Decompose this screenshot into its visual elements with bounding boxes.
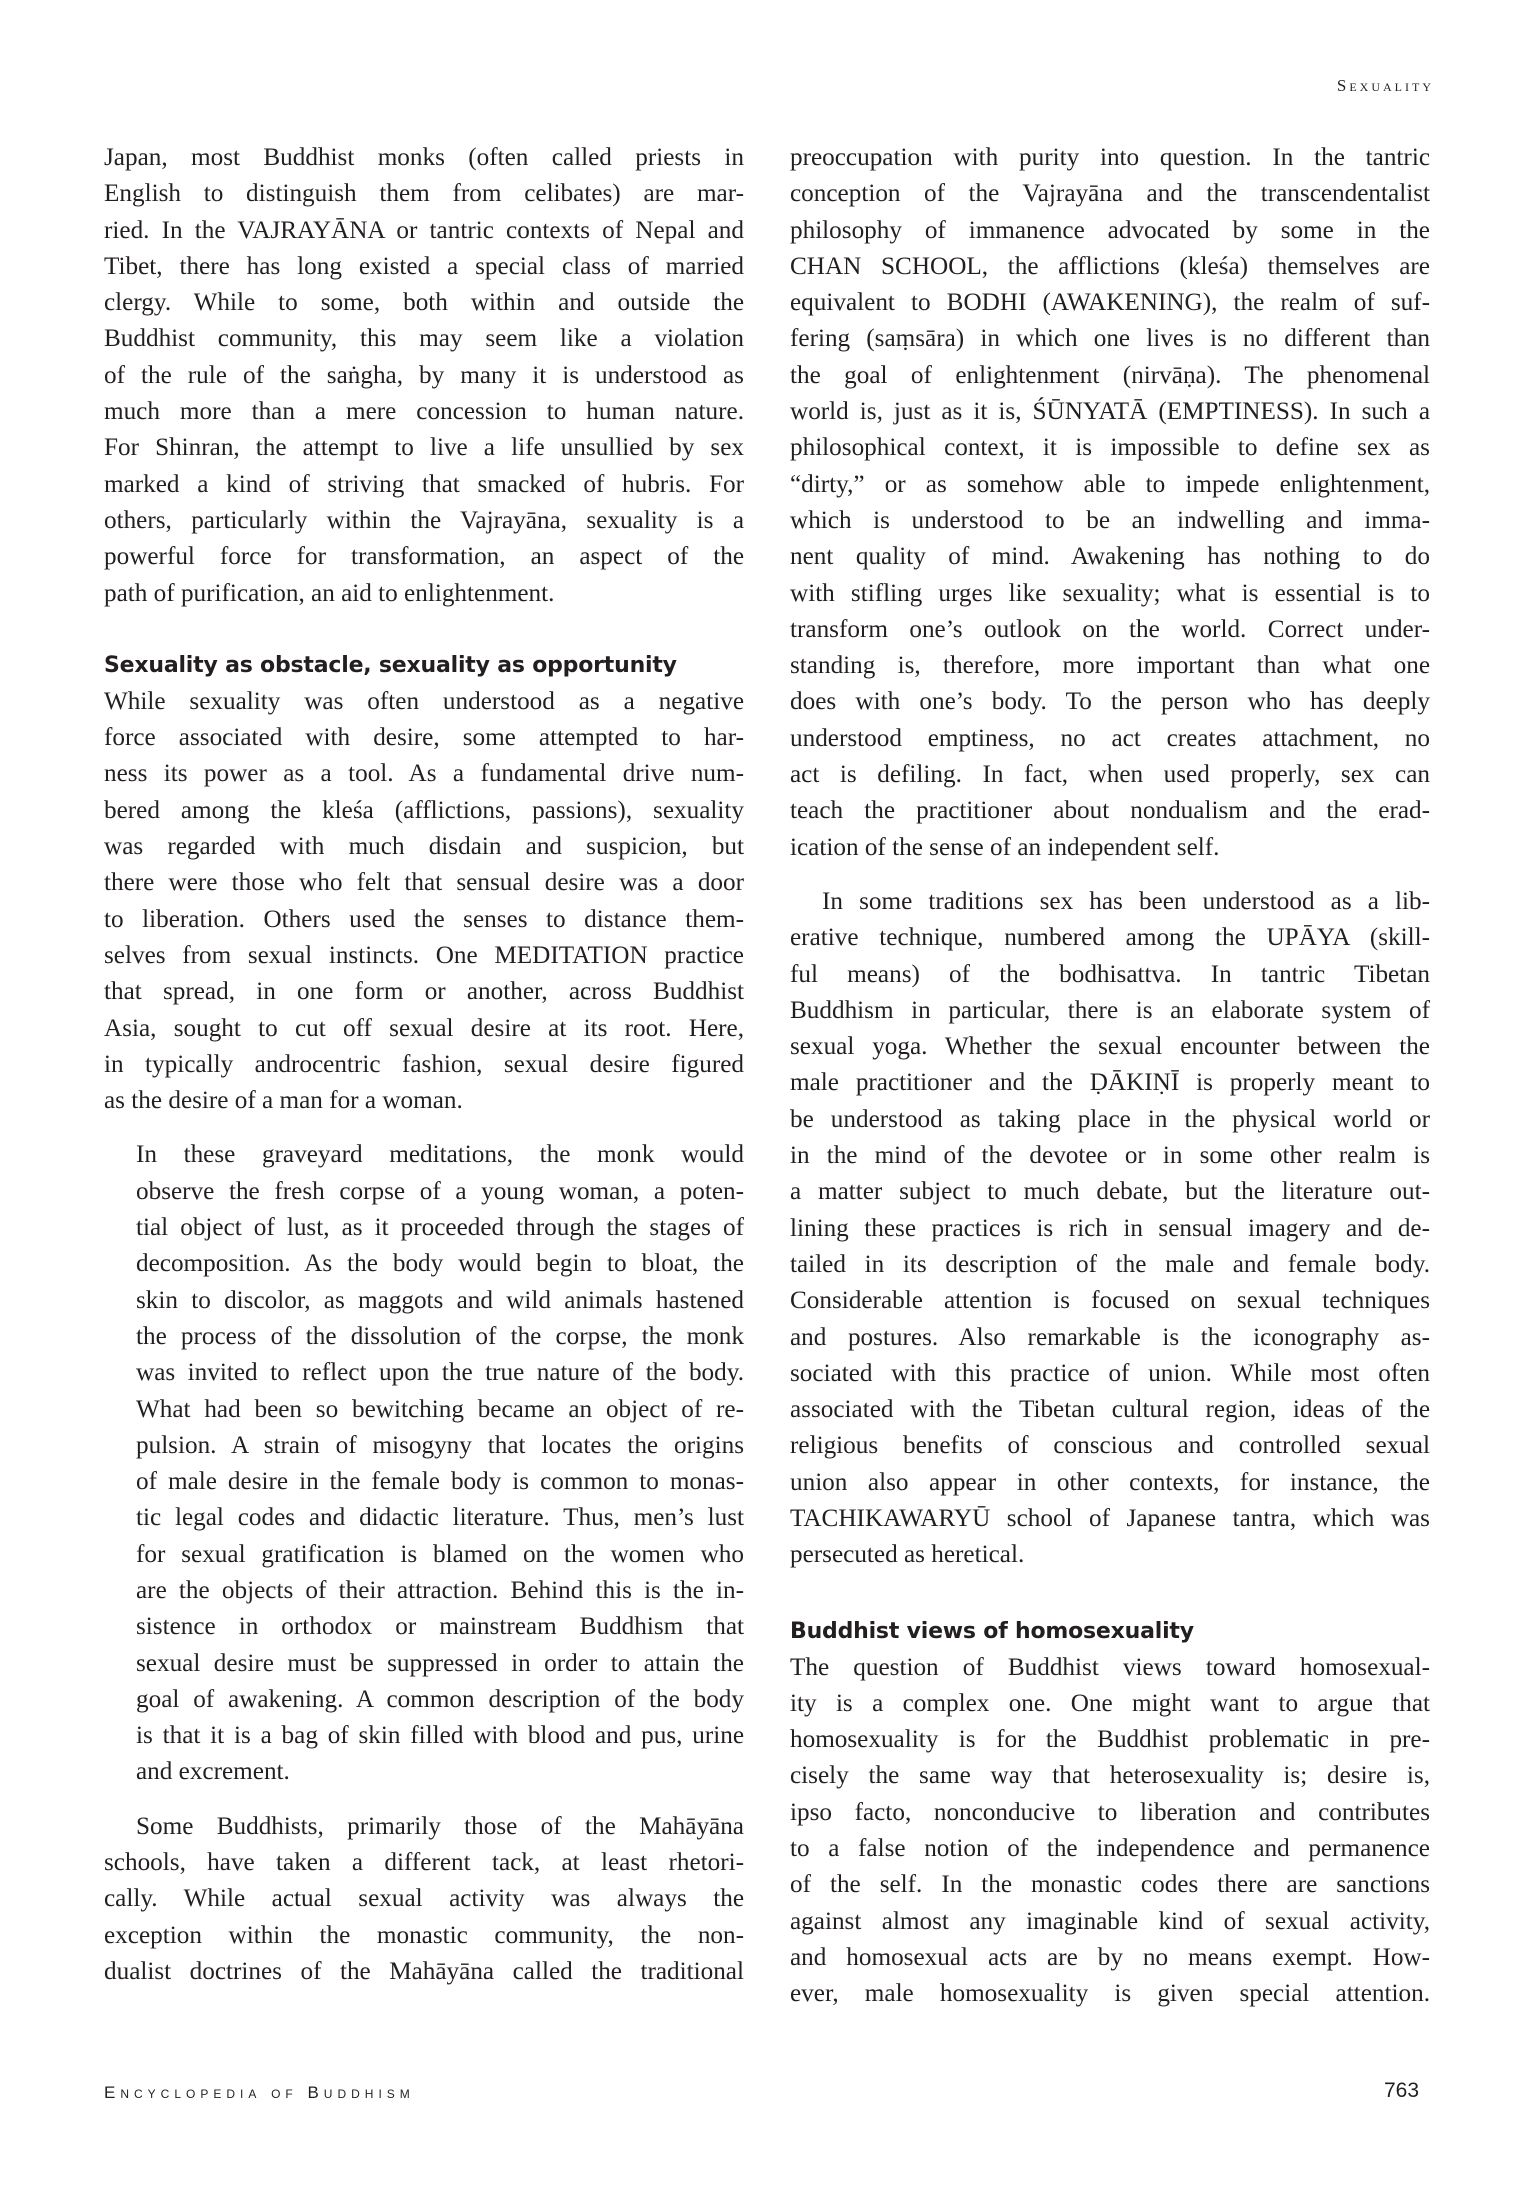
text-line: against almost any imaginable kind of sexual activity, bbox=[790, 1907, 1430, 1935]
text-line: Buddhism in particular, there is an elaborate system of bbox=[790, 996, 1430, 1024]
text-line: While sexuality was often understood as a negative bbox=[104, 687, 744, 715]
text-line: understood emptiness, no act creates attachment, no bbox=[790, 724, 1430, 752]
text-line: ful means) of the bodhisattva. In tantric Tibetan bbox=[790, 960, 1430, 988]
text-line: was invited to reflect upon the true nature of the body. bbox=[136, 1359, 744, 1387]
text-line: “dirty,” or as somehow able to impede enlightenment, bbox=[790, 470, 1430, 498]
text-line: sociated with this practice of union. While most often bbox=[790, 1359, 1430, 1387]
text-line: CHAN SCHOOL, the afflictions (kleśa) themselves are bbox=[790, 252, 1430, 280]
paragraph bbox=[790, 1650, 1430, 2013]
text-line: cisely the same way that heterosexuality is; desire is, bbox=[790, 1762, 1430, 1790]
text-line: dualist doctrines of the Mahāyāna called the traditional bbox=[104, 1957, 744, 1985]
text-line: ness its power as a tool. As a fundamental drive num- bbox=[104, 760, 744, 788]
paragraph bbox=[104, 140, 744, 612]
text-line: world is, just as it is, ŚŪNYATĀ (EMPTINESS). In such a bbox=[790, 398, 1430, 426]
text-line: fering (saṃsāra) in which one lives is no different than bbox=[790, 325, 1430, 353]
text-line: ried. In the VAJRAYĀNA or tantric contexts of Nepal and bbox=[104, 216, 744, 244]
text-line: associated with the Tibetan cultural region, ideas of the bbox=[790, 1396, 1430, 1424]
page-number: 763 bbox=[1384, 2079, 1420, 2102]
text-line: philosophy of immanence advocated by some in the bbox=[790, 216, 1430, 244]
text-line: persecuted as heretical. bbox=[790, 1541, 1025, 1569]
text-line: For Shinran, the attempt to live a life unsullied by sex bbox=[104, 434, 744, 462]
text-line: to a false notion of the independence and permanence bbox=[790, 1835, 1430, 1863]
text-line: sistence in orthodox or mainstream Buddhism that bbox=[136, 1613, 744, 1641]
text-line: Tibet, there has long existed a special class of married bbox=[104, 252, 744, 280]
text-line: In some traditions sex has been understood as a lib- bbox=[822, 887, 1430, 915]
left-column bbox=[104, 140, 744, 1990]
text-line: to liberation. Others used the senses to distance them- bbox=[104, 905, 744, 933]
text-line: TACHIKAWARYŪ school of Japanese tantra, which was bbox=[790, 1504, 1430, 1532]
text-line: erative technique, numbered among the UPĀYA (skill- bbox=[790, 924, 1430, 952]
text-line: and homosexual acts are by no means exempt. How- bbox=[790, 1943, 1430, 1971]
text-line: Some Buddhists, primarily those of the Mahāyāna bbox=[136, 1812, 744, 1840]
text-line: schools, have taken a different tack, at least rhetori- bbox=[104, 1849, 744, 1877]
text-line: act is defiling. In fact, when used properly, sex can bbox=[790, 761, 1430, 789]
text-line: ever, male homosexuality is given special attention. bbox=[790, 1980, 1430, 2008]
paragraph bbox=[790, 884, 1430, 1574]
text-line: are the objects of their attraction. Behind this is the in- bbox=[136, 1576, 744, 1604]
text-line: preoccupation with purity into question. In the tantric bbox=[790, 144, 1430, 171]
text-line: male practitioner and the ḌĀKIṆĪ is properly meant to bbox=[790, 1069, 1430, 1097]
text-line: in the mind of the devotee or in some other realm is bbox=[790, 1142, 1430, 1170]
text-line: ication of the sense of an independent self. bbox=[790, 833, 1220, 861]
paragraph bbox=[104, 684, 744, 1120]
text-line: goal of awakening. A common description of the body bbox=[136, 1685, 744, 1713]
text-line: force associated with desire, some attempted to har- bbox=[104, 724, 744, 752]
text-line: marked a kind of striving that smacked of hubris. For bbox=[104, 470, 744, 498]
text-line: tic legal codes and didactic literature. Thus, men’s lust bbox=[136, 1504, 744, 1532]
text-line: of the rule of the saṅgha, by many it is understood as bbox=[104, 361, 744, 389]
text-line: philosophical context, it is impossible to define sex as bbox=[790, 434, 1430, 462]
text-line: tial object of lust, as it proceeded through the stages of bbox=[136, 1214, 744, 1242]
text-line: path of purification, an aid to enlightenment. bbox=[104, 579, 555, 607]
text-line: transform one’s outlook on the world. Correct under- bbox=[790, 615, 1430, 643]
text-line: lining these practices is rich in sensual imagery and de- bbox=[790, 1214, 1430, 1242]
paragraph bbox=[104, 1137, 744, 1790]
text-line: for sexual gratification is blamed on the women who bbox=[136, 1540, 744, 1568]
text-line: exception within the monastic community, the non- bbox=[104, 1921, 744, 1949]
text-line: nent quality of mind. Awakening has nothing to do bbox=[790, 543, 1430, 571]
text-line: union also appear in other contexts, for instance, the bbox=[790, 1468, 1430, 1496]
text-line: In these graveyard meditations, the monk would bbox=[136, 1141, 744, 1169]
text-line: was regarded with much disdain and suspicion, but bbox=[104, 833, 744, 861]
text-line: with stifling urges like sexuality; what is essential is to bbox=[790, 579, 1430, 607]
text-line: sexual desire must be suppressed in order to attain the bbox=[136, 1649, 744, 1677]
text-line: be understood as taking place in the physical world or bbox=[790, 1105, 1430, 1133]
running-head: Sexuality bbox=[1336, 76, 1434, 95]
text-line: in typically androcentric fashion, sexual desire figured bbox=[104, 1050, 744, 1078]
text-line: powerful force for transformation, an aspect of the bbox=[104, 543, 744, 571]
section-heading: Buddhist views of homosexuality bbox=[790, 1618, 1194, 1644]
text-line: a matter subject to much debate, but the literature out- bbox=[790, 1178, 1430, 1206]
section-heading: Sexuality as obstacle, sexuality as opportunity bbox=[104, 652, 677, 678]
text-line: pulsion. A strain of misogyny that locates the origins bbox=[136, 1431, 744, 1459]
text-line: clergy. While to some, both within and outside the bbox=[104, 289, 744, 317]
text-line: the process of the dissolution of the corpse, the monk bbox=[136, 1322, 744, 1350]
text-line: skin to discolor, as maggots and wild animals hastened bbox=[136, 1286, 744, 1314]
text-line: Considerable attention is focused on sexual techniques bbox=[790, 1287, 1430, 1315]
text-line: bered among the kleśa (afflictions, passions), sexuality bbox=[104, 796, 744, 824]
text-line: sexual yoga. Whether the sexual encounter between the bbox=[790, 1033, 1430, 1061]
text-line: ipso facto, nonconducive to liberation and contributes bbox=[790, 1798, 1430, 1826]
text-line: much more than a mere concession to human nature. bbox=[104, 398, 744, 426]
text-line: The question of Buddhist views toward homosexual- bbox=[790, 1653, 1430, 1681]
text-line: cally. While actual sexual activity was always the bbox=[104, 1885, 744, 1913]
text-line: teach the practitioner about nondualism and the erad- bbox=[790, 797, 1430, 825]
text-line: What had been so bewitching became an object of re- bbox=[136, 1395, 744, 1423]
text-line: there were those who felt that sensual desire was a door bbox=[104, 869, 744, 897]
text-line: ity is a complex one. One might want to argue that bbox=[790, 1689, 1430, 1717]
text-line: equivalent to BODHI (AWAKENING), the realm of suf- bbox=[790, 289, 1430, 317]
text-line: Buddhist community, this may seem like a violation bbox=[104, 325, 744, 353]
text-line: selves from sexual instincts. One MEDITATION practice bbox=[104, 941, 744, 969]
text-line: religious benefits of conscious and controlled sexual bbox=[790, 1432, 1430, 1460]
text-line: is that it is a bag of skin filled with blood and pus, urine bbox=[136, 1722, 744, 1750]
text-line: conception of the Vajrayāna and the transcendentalist bbox=[790, 180, 1430, 208]
text-line: English to distinguish them from celibates) are mar- bbox=[104, 180, 744, 208]
text-line: observe the fresh corpse of a young woman, a poten- bbox=[136, 1177, 744, 1205]
footer-book-title: Encyclopedia of Buddhism bbox=[104, 2083, 415, 2102]
text-line: as the desire of a man for a woman. bbox=[104, 1087, 463, 1115]
text-line: others, particularly within the Vajrayāna, sexuality is a bbox=[104, 506, 744, 534]
text-line: the goal of enlightenment (nirvāṇa). The phenomenal bbox=[790, 361, 1430, 389]
paragraph bbox=[790, 140, 1430, 866]
text-line: Asia, sought to cut off sexual desire at its root. Here, bbox=[104, 1014, 744, 1042]
text-line: of the self. In the monastic codes there are sanctions bbox=[790, 1871, 1430, 1899]
text-line: and excrement. bbox=[136, 1758, 290, 1786]
text-line: standing is, therefore, more important than what one bbox=[790, 652, 1430, 680]
text-line: tailed in its description of the male and female body. bbox=[790, 1250, 1430, 1278]
text-line: of male desire in the female body is common to monas- bbox=[136, 1468, 744, 1496]
text-line: and postures. Also remarkable is the iconography as- bbox=[790, 1323, 1430, 1351]
right-column bbox=[790, 140, 1430, 2013]
text-line: that spread, in one form or another, across Buddhist bbox=[104, 978, 744, 1006]
paragraph bbox=[104, 1809, 744, 1990]
text-line: which is understood to be an indwelling and imma- bbox=[790, 506, 1430, 534]
text-line: Japan, most Buddhist monks (often called priests in bbox=[104, 144, 744, 171]
text-line: decomposition. As the body would begin to bloat, the bbox=[136, 1250, 744, 1278]
text-line: homosexuality is for the Buddhist problematic in pre- bbox=[790, 1726, 1430, 1754]
text-line: does with one’s body. To the person who has deeply bbox=[790, 688, 1430, 716]
